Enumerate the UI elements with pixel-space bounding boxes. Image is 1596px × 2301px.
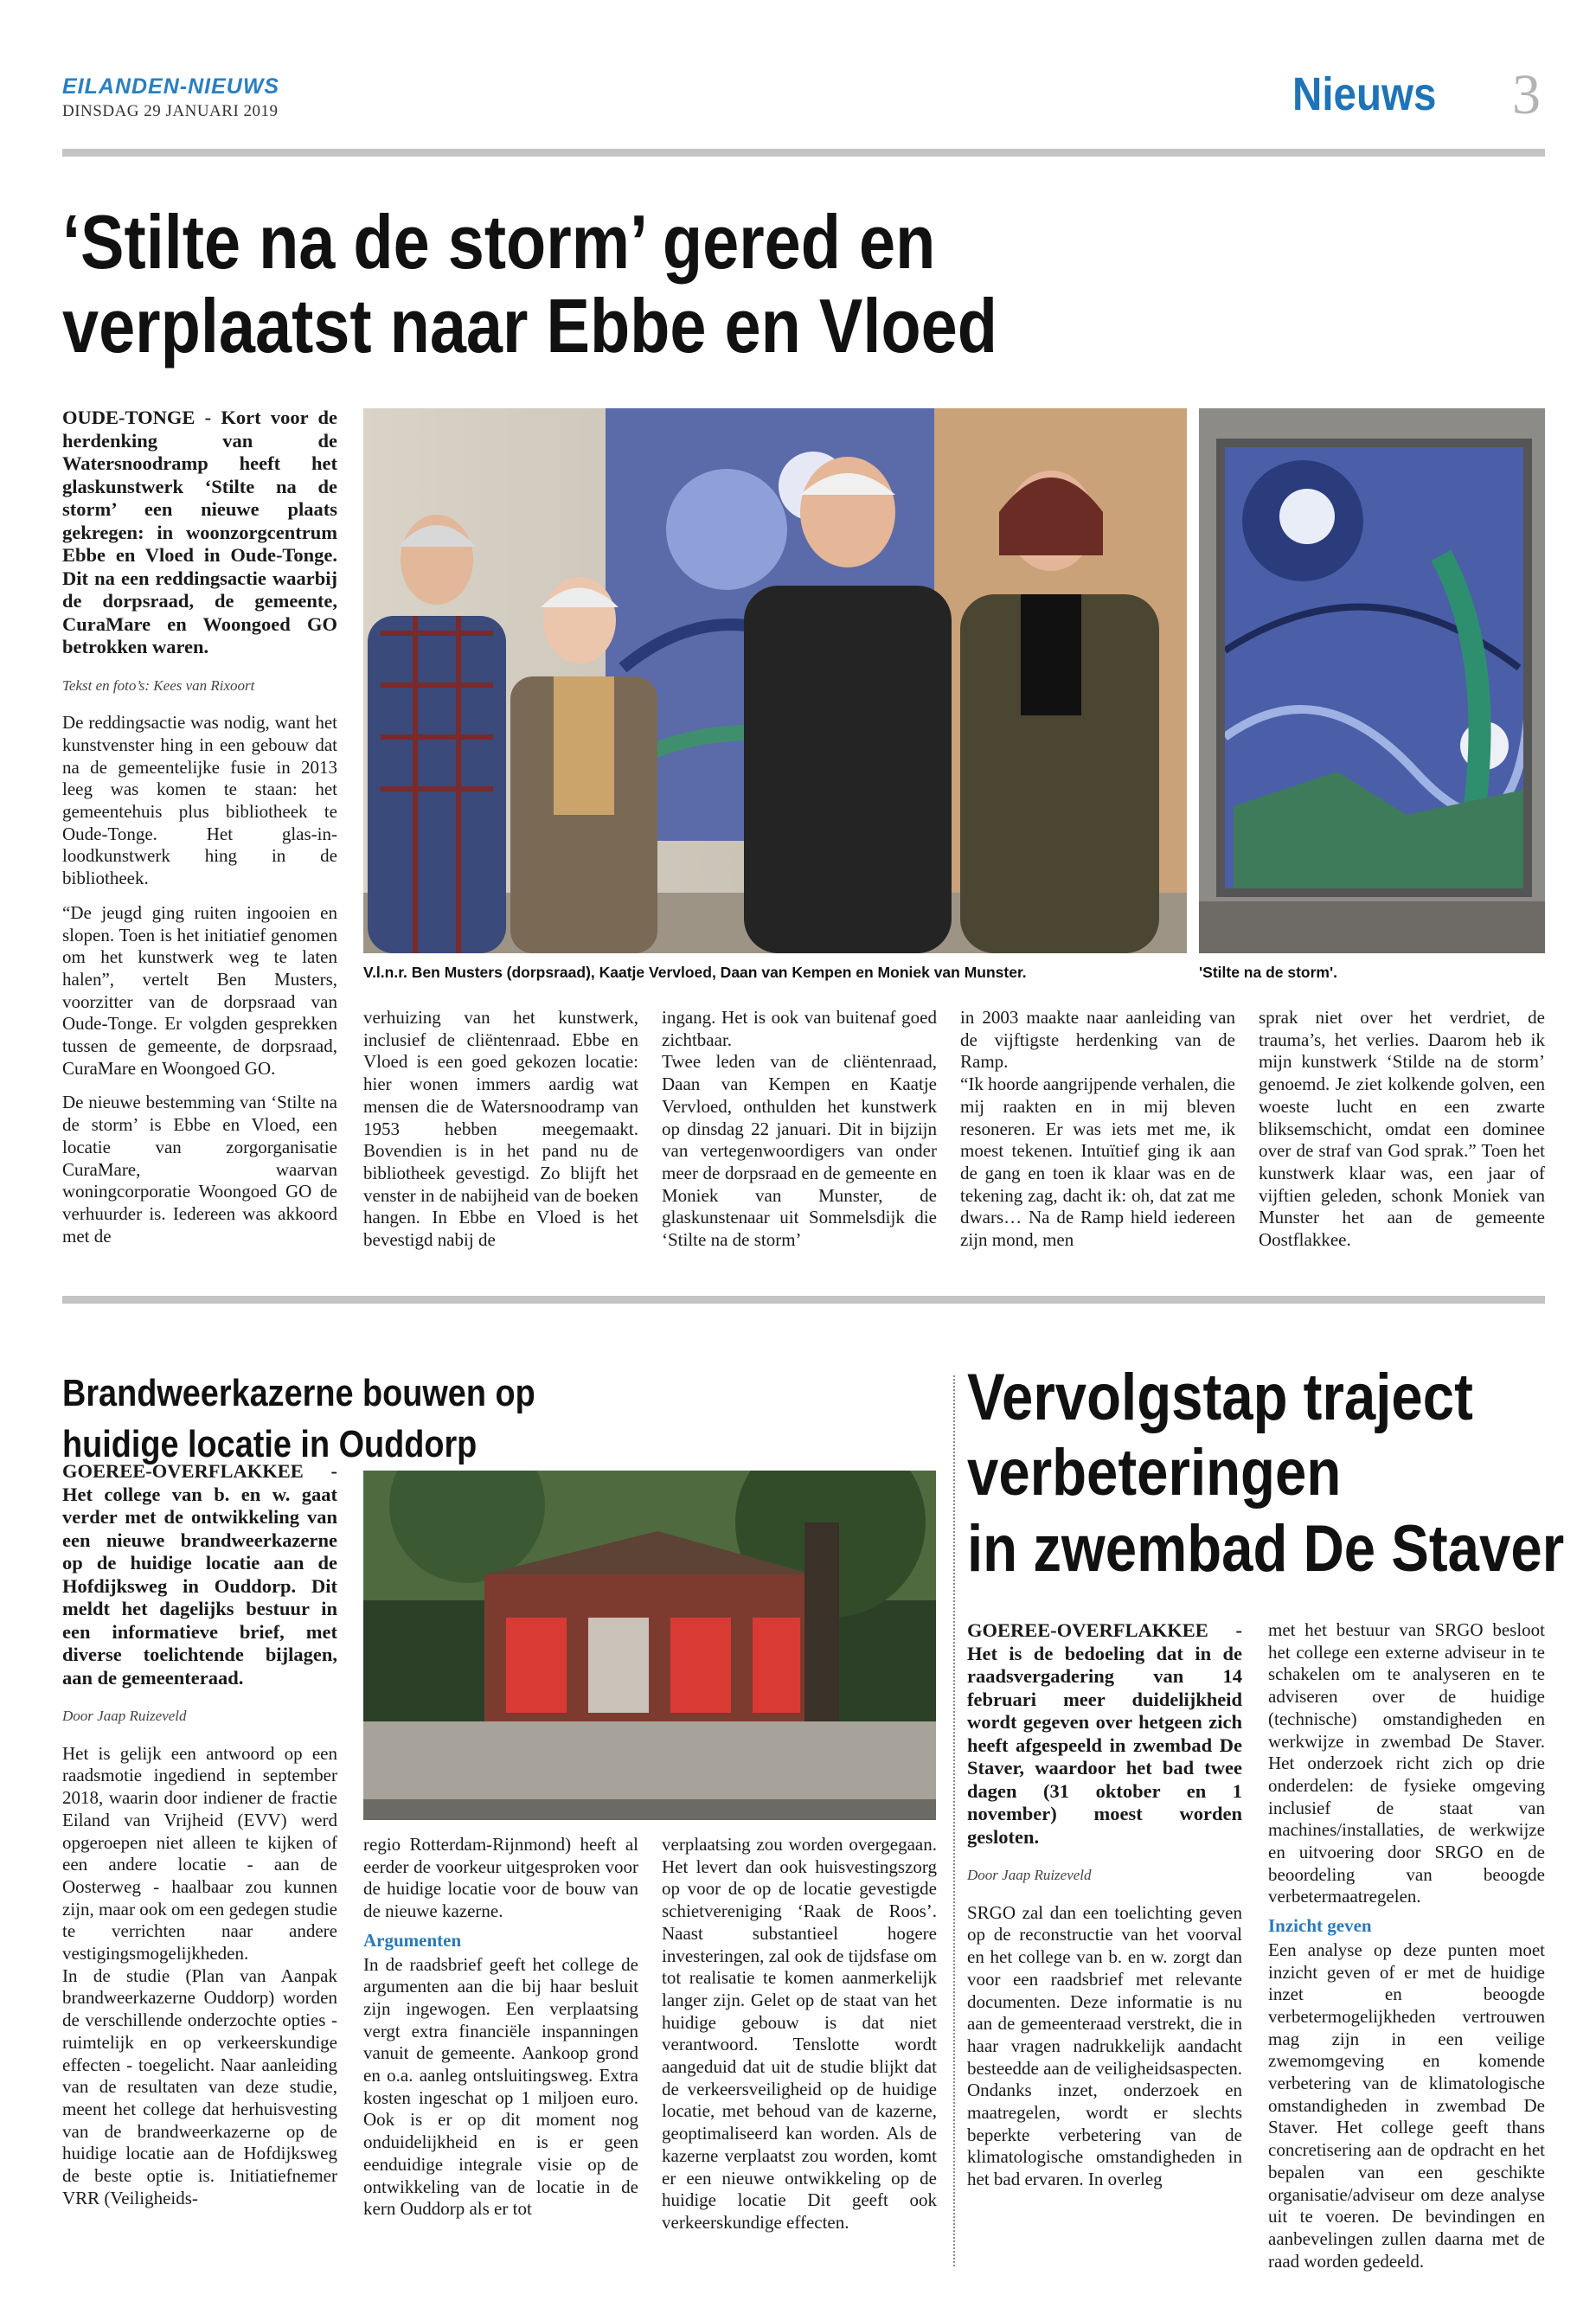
section-rule [62, 1296, 1545, 1304]
article1-headline-line2: verplaatst naar Ebbe en Vloed [62, 282, 997, 369]
article3-headline-line3: in zwembad De Staver [967, 1511, 1565, 1586]
fire-station-photo [363, 1471, 936, 1820]
article2-paragraph: In de raadsbrief geeft het college de argumenten aan die bij haar besluit zijn ingewogen. Een verplaatsing vergt extra financiële inspanningen vanuit de gemeente. Aankoop grond en o.a. aanleg ontsluitingsweg. Extra kosten ingeschat op 1 miljoen euro. Ook is er op dit moment nog onduidelijkheid en is er geen eenduidige integrale visie op de ontwikkeling van de locatie in de kern Ouddorp als er tot [363, 1953, 638, 2220]
group-photo [363, 408, 1187, 953]
article1-lead: OUDE-TONGE - Kort voor de herdenking van de Watersnoodramp heeft het glaskunstwerk ‘Stilte na de storm’ een nieuwe plaats gekregen: in woonzorgcentrum Ebbe en Vloed in Oude-Tonge. Dit na een reddingsactie waarbij de dorpsraad, de gemeente, CuraMare en Woongoed GO betrokken waren. [62, 407, 337, 657]
article1-column4 [960, 1007, 1235, 1264]
article3-headline-line2: verbeteringen [967, 1436, 1342, 1510]
article2-paragraph: regio Rotterdam-Rijnmond) heeft al eerder de voorkeur uitgesproken voor de huidige locatie voor de bouw van de nieuwe kazerne. [363, 1834, 638, 1922]
group-photo-image [363, 408, 1187, 953]
stained-glass-photo [1199, 408, 1545, 953]
article3-headline [967, 1360, 1564, 1586]
stained-glass-image [1199, 408, 1545, 953]
article3-column2 [1268, 1619, 1545, 2285]
group-photo-caption: V.l.n.r. Ben Musters (dorpsraad), Kaatje Vervloed, Daan van Kempen en Moniek van Munster. [363, 964, 1027, 981]
article3-paragraph: met het bestuur van SRGO besloot het college een externe adviseur in te schakelen om te analyseren en te adviseren over de huidige (technische) omstandigheden en werkwijze in zwembad De Staver. Het onderzoek richt zich op drie onderdelen: de fysieke omgeving inclusief de staat van machines/installaties, de werkwijze en uitvoering door SRGO en de beoordeling van beoogde verbetermaatregelen. [1268, 1619, 1545, 1907]
article1-paragraph: Twee leden van de cliëntenraad, Daan van Kempen en Kaatje Vervloed, onthulden het kunstwerk op dinsdag 22 januari. Dit in bijzijn van vertegenwoordigers van onder meer de dorpsraad en de gemeente en Moniek van Munster, de glaskunstenaar uit Sommelsdijk die ‘Stilte na de storm’ [662, 1051, 937, 1251]
article1-paragraph: sprak niet over het verdriet, de trauma’s, het verlies. Daarom heb ik mijn kunstwerk ‘Stilde na de storm’ genoemd. Je ziet kolkende golven, een woeste lucht en een zwarte bliksemschicht, omdat een dominee over de straf van God sprak.” Toen het kunstwerk klaar was, een jaar of vijftien geleden, schonk Moniek van Munster het aan de gemeente Oostflakkee. [1259, 1007, 1545, 1251]
page-number: 3 [1512, 63, 1541, 126]
article2-headline-line1: Brandweerkazerne bouwen op [62, 1372, 535, 1414]
article2-subhead: Argumenten [363, 1929, 462, 1951]
article1-column1 [62, 407, 337, 1259]
article3-byline: Door Jaap Ruizeveld [967, 1867, 1092, 1883]
header-rule [62, 149, 1545, 157]
article1-column3 [662, 1007, 937, 1264]
fire-station-image [363, 1471, 936, 1820]
masthead-logo: EILANDEN-NIEUWS [62, 74, 280, 99]
article2-paragraph: In de studie (Plan van Aanpak brandweerkazerne Ouddorp) worden de verschillende onderzochte opties - ruimtelijk en op verkeerskundige effecten - toegelicht. Naar aanleiding van de resultaten van deze studie, meent het college dat herhuisvesting van de brandweerkazerne op de huidige locatie aan de Hofdijksweg de beste optie is. Initiatiefnemer VRR (Veiligheids- [62, 1965, 337, 2208]
article1-byline: Tekst en foto’s: Kees van Rixoort [62, 676, 255, 694]
article2-column2 [363, 1834, 638, 2233]
article1-paragraph: “De jeugd ging ruiten ingooien en slopen. Toen is het initiatief genomen om het kunstwerk weg te laten halen”, vertelt Ben Musters, voorzitter van de dorpsraad van Oude-Tonge. Er volgden gesprekken tussen de gemeente, de dorpsraad, CuraMare en Woongoed GO. [62, 901, 337, 1079]
article2-column1 [62, 1460, 337, 2221]
stained-glass-caption: 'Stilte na de storm'. [1199, 964, 1338, 981]
article3-lead: GOEREE-OVERFLAKKEE - Het is de bedoeling dat in de raadsvergadering van 14 februari meer duidelijkheid wordt gegeven over hetgeen zich heeft afgespeeld in zwembad De Staver, waardoor het bad twee dagen (31 oktober en 1 november) moest worden gesloten. [967, 1619, 1242, 1848]
column-divider [953, 1375, 955, 2266]
article1-paragraph: De nieuwe bestemming van ‘Stilte na de storm’ is Ebbe en Vloed, een locatie van zorgorganisatie CuraMare, waarvan woningcorporatie Woongoed GO de verhuurder is. Iedereen was akkoord met de [62, 1092, 337, 1247]
article3-paragraph: Een analyse op deze punten moet inzicht geven of er met de huidige inzet en beoogde verbetermogelijkheden vertrouwen mag zijn in een veilige zwemomgeving en komende verbetering van de klimatologische omstandigheden in zwembad De Staver. Het college geeft thans concretisering aan de opdracht en het bepalen van een geschikte organisatie/adviseur om deze analyse uit te voeren. De bevindingen en aanbevelingen zullen daarna met de raad worden gedeeld. [1268, 1939, 1545, 2272]
article1-paragraph: De reddingsactie was nodig, want het kunstvenster hing in een gebouw dat na de gemeentelijke fusie in 2013 leeg was komen te staan: het gemeentehuis plus bibliotheek te Oude-Tonge. Het glas-in-loodkunstwerk hing in de bibliotheek. [62, 712, 337, 889]
article1-paragraph: “Ik hoorde aangrijpende verhalen, die mij raakten en in mij bleven resoneren. Er was iets met me, ik moest tekenen. Intuïtief ging ik aan de gang en toen ik klaar was en de tekening zag, dacht ik: oh, dat zat me dwars… Na de Ramp hield iedereen zijn mond, men [960, 1074, 1235, 1251]
article1-headline-line1: ‘Stilte na de storm’ gered en [62, 199, 936, 285]
article1-column5 [1259, 1007, 1545, 1264]
article1-paragraph: verhuizing van het kunstwerk, inclusief de cliëntenraad. Ebbe en Vloed is een goed gekozen locatie: hier wonen immers aardig wat mensen die de Watersnoodramp van 1953 hebben meegemaakt. Bovendien is in het pand nu de bibliotheek gevestigd. Zo blijft het venster in de nabijheid van de boeken hangen. In Ebbe en Vloed is het bevestigd nabij de [363, 1007, 638, 1251]
article2-headline [62, 1368, 535, 1471]
section-label: Nieuws [1292, 68, 1437, 120]
article1-headline [62, 201, 997, 369]
article2-paragraph: verplaatsing zou worden overgegaan. Het levert dan ook huisvestingszorg op voor de op de locatie gevestigde schietvereniging ‘Raak de Roos’. Naast substantieel hogere investeringen, zal ook de tijdsfase om tot realisatie te komen aanmerkelijk langer zijn. Gelet op de staat van het huidige gebouw is dat niet verantwoord. Tenslotte wordt aangeduid dat uit de studie blijkt dat de verkeersveiligheid op de huidige locatie, met behoud van de kazerne, geoptimaliseerd kan worden. Als de kazerne verplaatst zou worden, komt er een nieuwe ontwikkeling op de huidige locatie Dit geeft ook verkeerskundige effecten. [662, 1834, 937, 2233]
article2-byline: Door Jaap Ruizeveld [62, 1708, 187, 1724]
article1-paragraph: ingang. Het is ook van buitenaf goed zichtbaar. [662, 1007, 937, 1050]
article2-lead: GOEREE-OVERFLAKKEE - Het college van b. en w. gaat verder met de ontwikkeling van een nieuwe brandweerkazerne op de huidige locatie aan de Hofdijksweg in Ouddorp. Dit meldt het dagelijks bestuur in een informatieve brief, met diverse toelichtende bijlagen, aan de gemeenteraad. [62, 1460, 337, 1689]
article1-paragraph: in 2003 maakte naar aanleiding van de vijftigste herdenking van de Ramp. [960, 1007, 1235, 1073]
article1-column2 [363, 1007, 638, 1264]
article3-paragraph: SRGO zal dan een toelichting geven op de reconstructie van het voorval en het college van b. en w. zorgt dan voor een raadsbrief met relevante documenten. Deze informatie is nu aan de gemeenteraad verstrekt, die in haar vragen nadrukkelijk aandacht besteedde aan de veiligheidsaspecten. Ondanks inzet, onderzoek en maatregelen, wordt er slechts beperkte verbetering van de klimatologische omstandigheden in het bad ervaren. In overleg [967, 1901, 1242, 2190]
article3-headline-line1: Vervolgstap traject [967, 1361, 1473, 1434]
article3-column1 [967, 1619, 1242, 2203]
issue-date: DINSDAG 29 JANUARI 2019 [62, 102, 279, 120]
article2-paragraph: Het is gelijk een antwoord op een raadsmotie ingediend in september 2018, waarin door indiener de fractie Eiland van Vrijheid (EVV) werd opgeroepen niet alleen te kijken of een andere locatie - aan de Oosterweg - haalbaar zou kunnen zijn, maar ook om een gedegen studie te verrichten naar andere vestigingsmogelijkheden. [62, 1742, 337, 1965]
article3-subhead: Inzicht geven [1268, 1915, 1372, 1937]
article2-headline-line2: huidige locatie in Ouddorp [62, 1422, 478, 1465]
article2-column3 [662, 1834, 937, 2247]
